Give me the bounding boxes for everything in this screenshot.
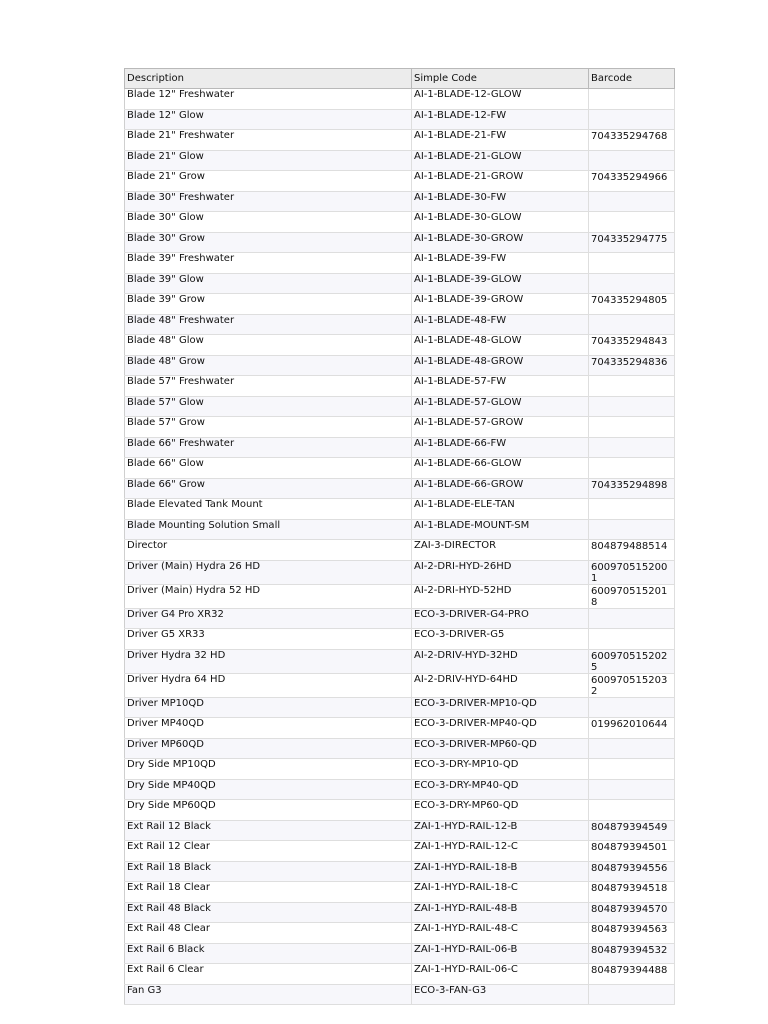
simple-code-cell: AI-1-BLADE-12-FW xyxy=(412,109,589,130)
barcode-cell: 804879394556 xyxy=(589,861,675,882)
barcode-cell xyxy=(589,314,675,335)
description-cell: Blade 66" Grow xyxy=(125,478,412,499)
table-row xyxy=(125,417,675,438)
table-row xyxy=(125,212,675,233)
simple-code-cell: AI-2-DRIV-HYD-64HD xyxy=(412,673,589,697)
simple-code-cell: AI-1-BLADE-12-GLOW xyxy=(412,89,589,110)
barcode-cell xyxy=(589,738,675,759)
table-row xyxy=(125,478,675,499)
barcode-cell: 704335294805 xyxy=(589,294,675,315)
simple-code-cell: AI-1-BLADE-66-GLOW xyxy=(412,458,589,479)
column-header-description: Description xyxy=(125,69,412,89)
description-cell: Ext Rail 6 Clear xyxy=(125,964,412,985)
simple-code-cell: AI-1-BLADE-66-FW xyxy=(412,437,589,458)
table-row xyxy=(125,882,675,903)
barcode-cell: 804879394549 xyxy=(589,820,675,841)
description-cell: Driver Hydra 32 HD xyxy=(125,649,412,673)
barcode-cell: 804879394563 xyxy=(589,923,675,944)
simple-code-cell: AI-2-DRI-HYD-26HD xyxy=(412,560,589,584)
description-cell: Ext Rail 6 Black xyxy=(125,943,412,964)
simple-code-cell: AI-1-BLADE-21-FW xyxy=(412,130,589,151)
simple-code-cell: AI-1-BLADE-48-GROW xyxy=(412,355,589,376)
simple-code-cell: AI-2-DRIV-HYD-32HD xyxy=(412,649,589,673)
barcode-cell: 704335294775 xyxy=(589,232,675,253)
simple-code-cell: AI-1-BLADE-39-FW xyxy=(412,253,589,274)
simple-code-cell: AI-1-BLADE-MOUNT-SM xyxy=(412,519,589,540)
barcode-cell: 704335294843 xyxy=(589,335,675,356)
description-cell: Ext Rail 48 Black xyxy=(125,902,412,923)
simple-code-cell: ECO-3-DRIVER-G5 xyxy=(412,629,589,650)
table-row xyxy=(125,820,675,841)
barcode-cell: 804879394488 xyxy=(589,964,675,985)
table-row xyxy=(125,376,675,397)
table-row xyxy=(125,759,675,780)
barcode-cell xyxy=(589,417,675,438)
simple-code-cell: ECO-3-DRIVER-G4-PRO xyxy=(412,608,589,629)
description-cell: Blade 21" Freshwater xyxy=(125,130,412,151)
simple-code-cell: AI-1-BLADE-39-GLOW xyxy=(412,273,589,294)
table-row xyxy=(125,584,675,608)
table-row xyxy=(125,984,675,1005)
simple-code-cell: ZAI-1-HYD-RAIL-06-C xyxy=(412,964,589,985)
table-row xyxy=(125,800,675,821)
description-cell: Driver MP60QD xyxy=(125,738,412,759)
table-row xyxy=(125,294,675,315)
simple-code-cell: ZAI-1-HYD-RAIL-06-B xyxy=(412,943,589,964)
table-row xyxy=(125,458,675,479)
table-row xyxy=(125,649,675,673)
table-row xyxy=(125,89,675,110)
simple-code-cell: ZAI-1-HYD-RAIL-12-C xyxy=(412,841,589,862)
simple-code-cell: ZAI-1-HYD-RAIL-18-B xyxy=(412,861,589,882)
product-table xyxy=(124,68,675,1005)
table-row xyxy=(125,841,675,862)
barcode-cell xyxy=(589,697,675,718)
simple-code-cell: ZAI-3-DIRECTOR xyxy=(412,540,589,561)
table-row xyxy=(125,355,675,376)
description-cell: Blade 39" Glow xyxy=(125,273,412,294)
table-row xyxy=(125,673,675,697)
description-cell: Blade 48" Freshwater xyxy=(125,314,412,335)
table-row xyxy=(125,232,675,253)
table-row xyxy=(125,396,675,417)
table-row xyxy=(125,109,675,130)
barcode-cell xyxy=(589,759,675,780)
description-cell: Blade 30" Glow xyxy=(125,212,412,233)
barcode-cell: 804879394518 xyxy=(589,882,675,903)
column-header-barcode: Barcode xyxy=(589,69,675,89)
table-row xyxy=(125,540,675,561)
simple-code-cell: AI-1-BLADE-21-GROW xyxy=(412,171,589,192)
simple-code-cell: AI-1-BLADE-48-FW xyxy=(412,314,589,335)
barcode-cell xyxy=(589,437,675,458)
barcode-cell xyxy=(589,800,675,821)
table-row xyxy=(125,150,675,171)
table-row xyxy=(125,171,675,192)
description-cell: Blade 39" Freshwater xyxy=(125,253,412,274)
description-cell: Director xyxy=(125,540,412,561)
table-row xyxy=(125,964,675,985)
description-cell: Blade 48" Grow xyxy=(125,355,412,376)
table-row xyxy=(125,629,675,650)
barcode-cell xyxy=(589,150,675,171)
table-row xyxy=(125,130,675,151)
description-cell: Driver Hydra 64 HD xyxy=(125,673,412,697)
description-cell: Blade 66" Glow xyxy=(125,458,412,479)
simple-code-cell: ZAI-1-HYD-RAIL-12-B xyxy=(412,820,589,841)
simple-code-cell: AI-1-BLADE-30-GROW xyxy=(412,232,589,253)
barcode-cell: 804879394501 xyxy=(589,841,675,862)
barcode-cell: 804879488514 xyxy=(589,540,675,561)
barcode-cell xyxy=(589,191,675,212)
description-cell: Dry Side MP60QD xyxy=(125,800,412,821)
simple-code-cell: AI-1-BLADE-66-GROW xyxy=(412,478,589,499)
description-cell: Ext Rail 12 Black xyxy=(125,820,412,841)
barcode-cell xyxy=(589,273,675,294)
barcode-cell: 6009705152025 xyxy=(589,649,675,673)
barcode-cell: 704335294836 xyxy=(589,355,675,376)
description-cell: Blade 21" Grow xyxy=(125,171,412,192)
description-cell: Ext Rail 48 Clear xyxy=(125,923,412,944)
description-cell: Blade 21" Glow xyxy=(125,150,412,171)
description-cell: Driver MP40QD xyxy=(125,718,412,739)
simple-code-cell: AI-1-BLADE-30-GLOW xyxy=(412,212,589,233)
table-row xyxy=(125,902,675,923)
barcode-cell xyxy=(589,396,675,417)
table-row xyxy=(125,273,675,294)
simple-code-cell: ECO-3-DRIVER-MP60-QD xyxy=(412,738,589,759)
description-cell: Ext Rail 12 Clear xyxy=(125,841,412,862)
barcode-cell: 6009705152018 xyxy=(589,584,675,608)
table-row xyxy=(125,608,675,629)
barcode-cell xyxy=(589,984,675,1005)
simple-code-cell: ECO-3-DRY-MP40-QD xyxy=(412,779,589,800)
description-cell: Blade 39" Grow xyxy=(125,294,412,315)
description-cell: Blade Elevated Tank Mount xyxy=(125,499,412,520)
simple-code-cell: AI-1-BLADE-57-FW xyxy=(412,376,589,397)
simple-code-cell: AI-1-BLADE-57-GLOW xyxy=(412,396,589,417)
barcode-cell xyxy=(589,109,675,130)
simple-code-cell: ECO-3-FAN-G3 xyxy=(412,984,589,1005)
barcode-cell xyxy=(589,89,675,110)
simple-code-cell: ECO-3-DRIVER-MP10-QD xyxy=(412,697,589,718)
description-cell: Dry Side MP40QD xyxy=(125,779,412,800)
barcode-cell: 704335294966 xyxy=(589,171,675,192)
simple-code-cell: ZAI-1-HYD-RAIL-48-C xyxy=(412,923,589,944)
table-row xyxy=(125,718,675,739)
barcode-cell: 019962010644 xyxy=(589,718,675,739)
column-header-simple-code: Simple Code xyxy=(412,69,589,89)
description-cell: Ext Rail 18 Black xyxy=(125,861,412,882)
description-cell: Blade 48" Glow xyxy=(125,335,412,356)
table-row xyxy=(125,560,675,584)
simple-code-cell: AI-1-BLADE-39-GROW xyxy=(412,294,589,315)
barcode-cell xyxy=(589,779,675,800)
barcode-cell xyxy=(589,629,675,650)
description-cell: Driver G4 Pro XR32 xyxy=(125,608,412,629)
description-cell: Blade 57" Grow xyxy=(125,417,412,438)
simple-code-cell: AI-1-BLADE-ELE-TAN xyxy=(412,499,589,520)
barcode-cell: 804879394532 xyxy=(589,943,675,964)
simple-code-cell: AI-2-DRI-HYD-52HD xyxy=(412,584,589,608)
table-row xyxy=(125,499,675,520)
barcode-cell: 6009705152001 xyxy=(589,560,675,584)
spreadsheet-page xyxy=(124,68,674,1005)
description-cell: Driver MP10QD xyxy=(125,697,412,718)
barcode-cell: 704335294898 xyxy=(589,478,675,499)
simple-code-cell: AI-1-BLADE-57-GROW xyxy=(412,417,589,438)
table-row xyxy=(125,191,675,212)
barcode-cell: 704335294768 xyxy=(589,130,675,151)
description-cell: Blade 12" Freshwater xyxy=(125,89,412,110)
table-row xyxy=(125,335,675,356)
table-row xyxy=(125,314,675,335)
table-row xyxy=(125,923,675,944)
description-cell: Blade 57" Freshwater xyxy=(125,376,412,397)
table-row xyxy=(125,738,675,759)
simple-code-cell: ECO-3-DRY-MP60-QD xyxy=(412,800,589,821)
barcode-cell xyxy=(589,376,675,397)
description-cell: Driver (Main) Hydra 26 HD xyxy=(125,560,412,584)
simple-code-cell: ZAI-1-HYD-RAIL-48-B xyxy=(412,902,589,923)
table-row xyxy=(125,253,675,274)
simple-code-cell: ECO-3-DRIVER-MP40-QD xyxy=(412,718,589,739)
barcode-cell: 6009705152032 xyxy=(589,673,675,697)
description-cell: Driver G5 XR33 xyxy=(125,629,412,650)
barcode-cell xyxy=(589,253,675,274)
description-cell: Blade 12" Glow xyxy=(125,109,412,130)
description-cell: Blade 30" Grow xyxy=(125,232,412,253)
barcode-cell: 804879394570 xyxy=(589,902,675,923)
description-cell: Driver (Main) Hydra 52 HD xyxy=(125,584,412,608)
description-cell: Blade Mounting Solution Small xyxy=(125,519,412,540)
simple-code-cell: ZAI-1-HYD-RAIL-18-C xyxy=(412,882,589,903)
description-cell: Blade 57" Glow xyxy=(125,396,412,417)
description-cell: Ext Rail 18 Clear xyxy=(125,882,412,903)
table-body xyxy=(125,89,675,1005)
table-row xyxy=(125,943,675,964)
simple-code-cell: AI-1-BLADE-48-GLOW xyxy=(412,335,589,356)
simple-code-cell: AI-1-BLADE-30-FW xyxy=(412,191,589,212)
barcode-cell xyxy=(589,212,675,233)
table-row xyxy=(125,437,675,458)
barcode-cell xyxy=(589,458,675,479)
table-row xyxy=(125,519,675,540)
description-cell: Blade 30" Freshwater xyxy=(125,191,412,212)
simple-code-cell: ECO-3-DRY-MP10-QD xyxy=(412,759,589,780)
barcode-cell xyxy=(589,499,675,520)
description-cell: Dry Side MP10QD xyxy=(125,759,412,780)
description-cell: Blade 66" Freshwater xyxy=(125,437,412,458)
table-row xyxy=(125,861,675,882)
table-row xyxy=(125,697,675,718)
description-cell: Fan G3 xyxy=(125,984,412,1005)
table-row xyxy=(125,779,675,800)
header-row xyxy=(125,69,675,89)
barcode-cell xyxy=(589,608,675,629)
simple-code-cell: AI-1-BLADE-21-GLOW xyxy=(412,150,589,171)
barcode-cell xyxy=(589,519,675,540)
